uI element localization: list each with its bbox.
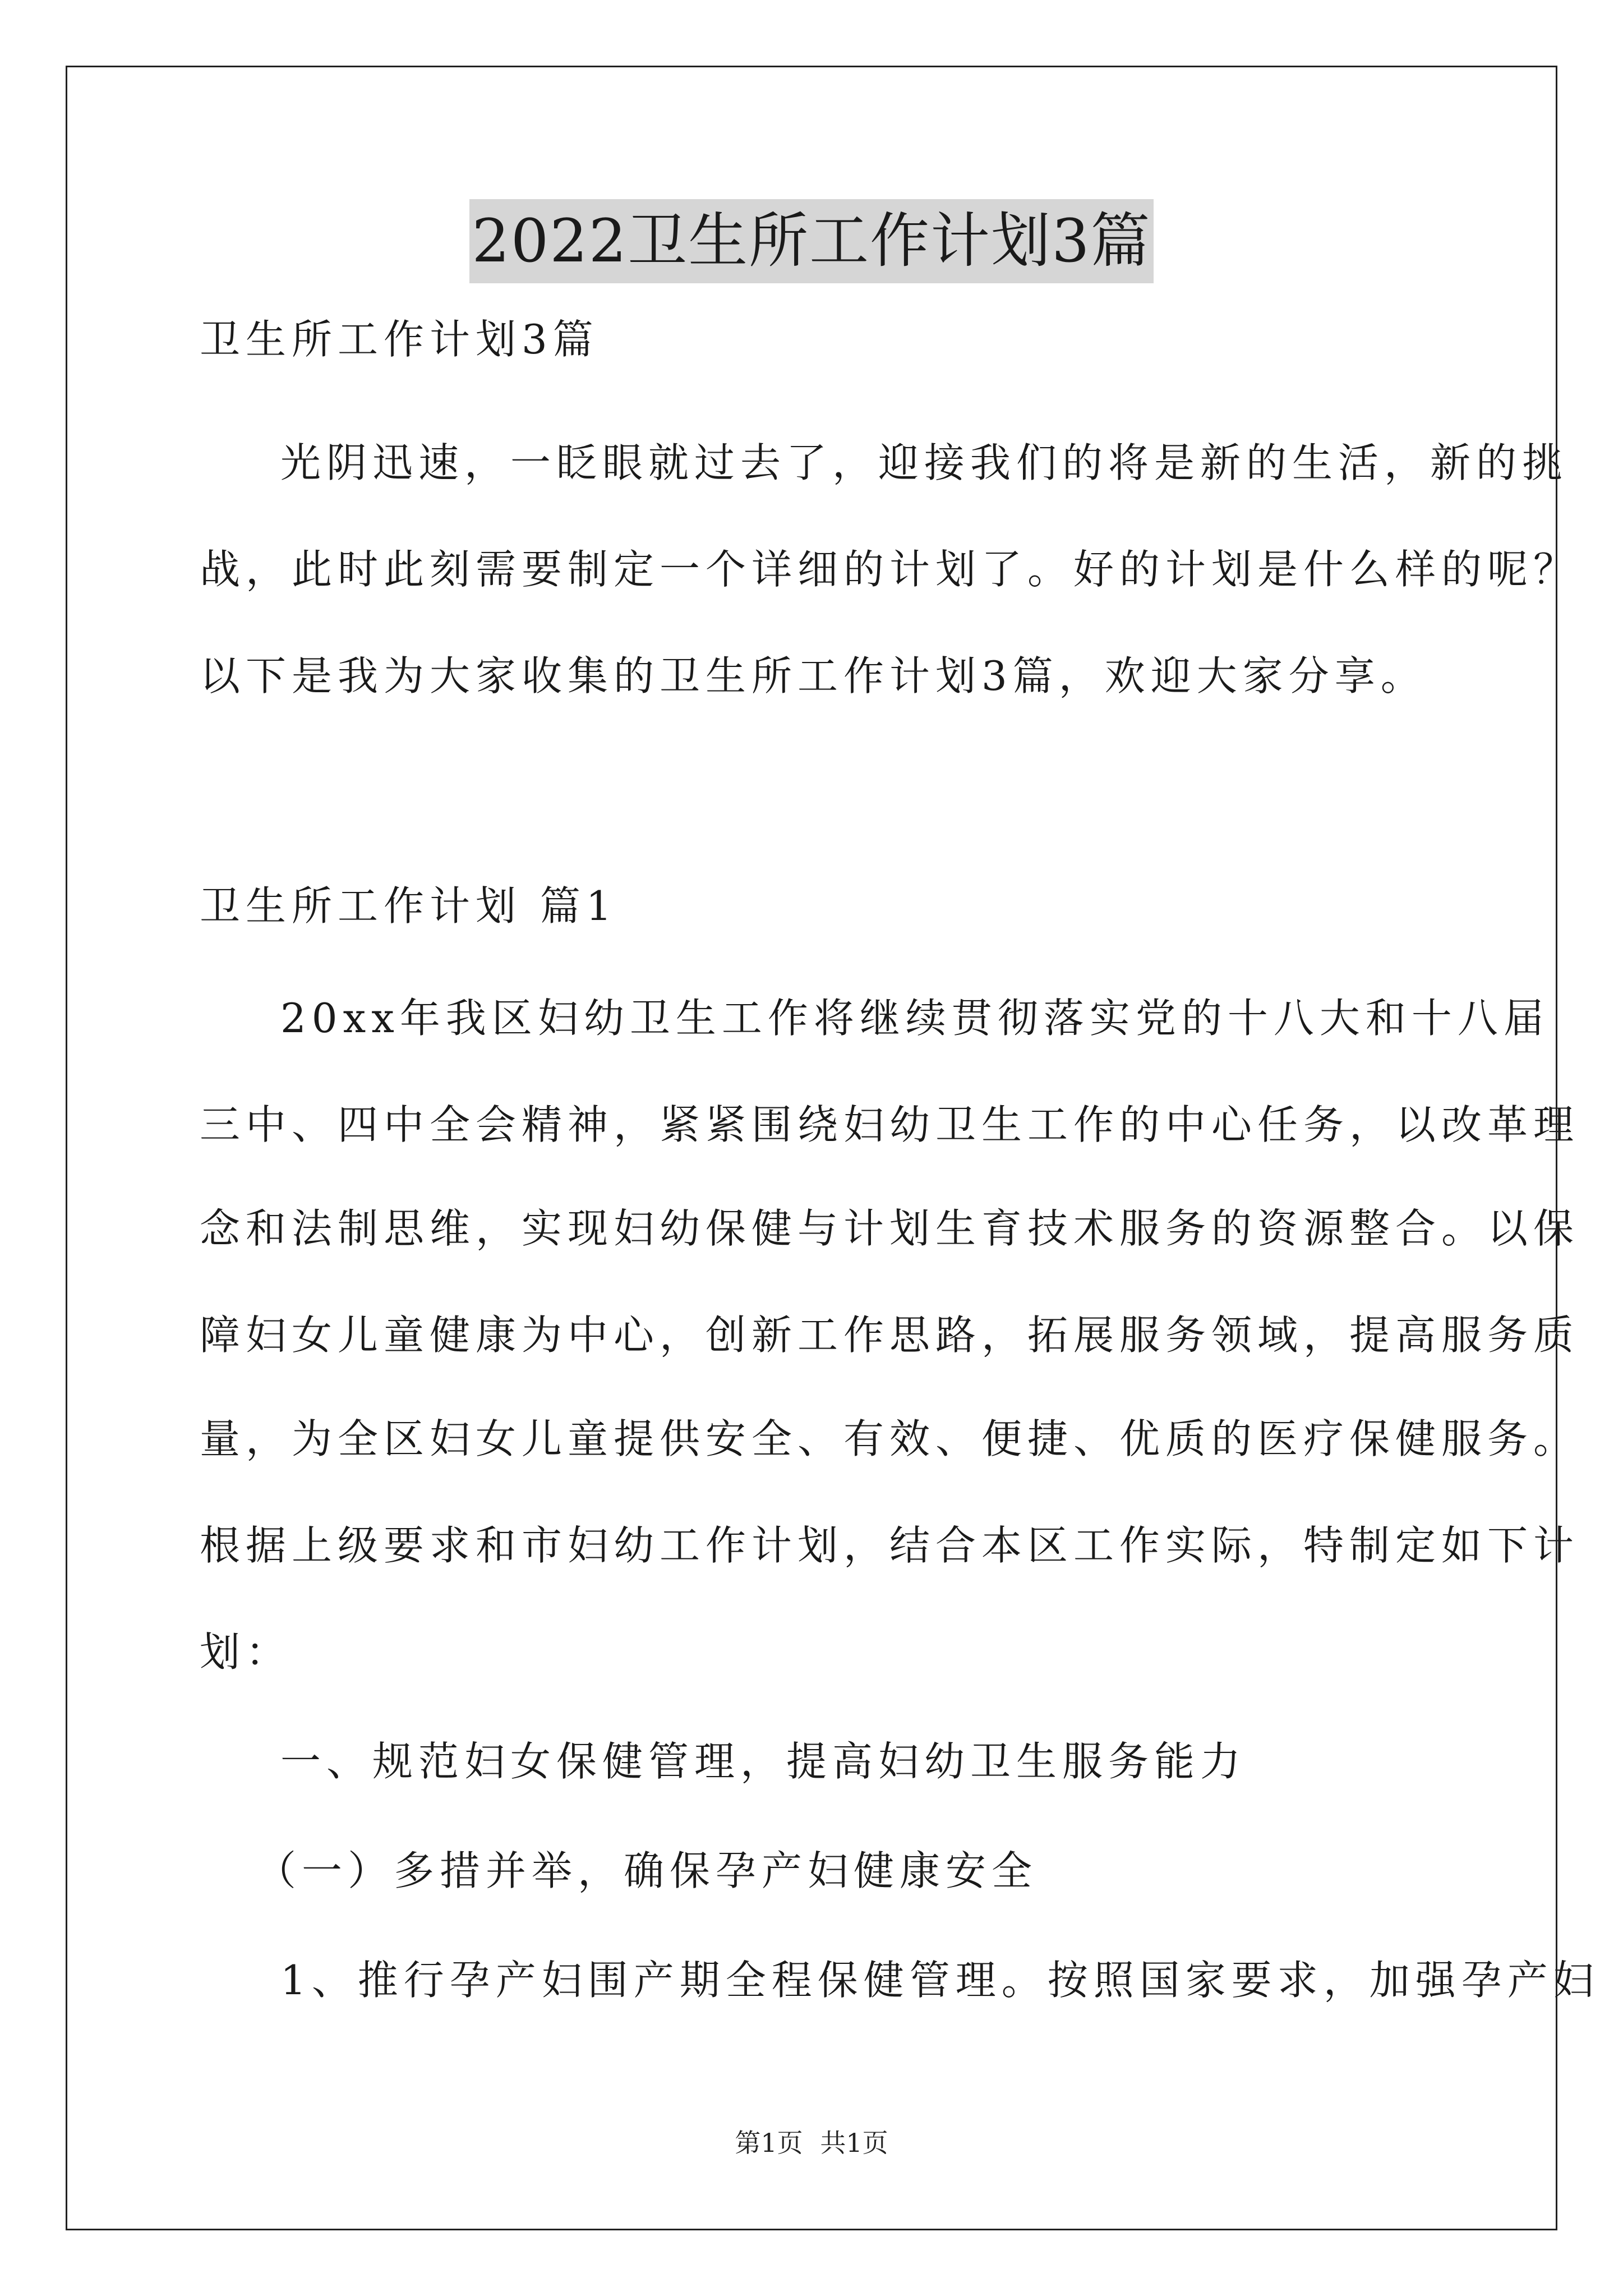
section-heading: 卫生所工作计划 篇1 bbox=[200, 882, 617, 930]
body-line: 念和法制思维，实现妇幼保健与计划生育技术服务的资源整合。以保 bbox=[200, 1205, 1580, 1252]
page-number-current: 第1页 bbox=[735, 2128, 803, 2158]
intro-line: 以下是我为大家收集的卫生所工作计划3篇，欢迎大家分享。 bbox=[200, 652, 1427, 700]
subtitle: 卫生所工作计划3篇 bbox=[200, 316, 599, 363]
item-one: 1、推行孕产妇围产期全程保健管理。按照国家要求，加强孕产妇 bbox=[280, 1957, 1599, 2004]
body-line: 划： bbox=[200, 1628, 292, 1676]
body-line: 量，为全区妇女儿童提供安全、有效、便捷、优质的医疗保健服务。 bbox=[200, 1415, 1580, 1462]
body-line: 根据上级要求和市妇幼工作计划，结合本区工作实际，特制定如下计 bbox=[200, 1522, 1580, 1569]
document-title: 2022卫生所工作计划3篇 bbox=[469, 199, 1153, 283]
title-wrapper bbox=[0, 199, 1623, 283]
intro-line: 光阴迅速，一眨眼就过去了，迎接我们的将是新的生活，新的挑 bbox=[280, 439, 1569, 486]
body-line: 三中、四中全会精神，紧紧围绕妇幼卫生工作的中心任务，以改革理 bbox=[200, 1101, 1580, 1148]
page-footer bbox=[0, 2126, 1623, 2160]
body-line: 20xx年我区妇幼卫生工作将继续贯彻落实党的十八大和十八届 bbox=[280, 995, 1550, 1042]
sub-point: （一）多措并举，确保孕产妇健康安全 bbox=[256, 1847, 1038, 1894]
point-one: 一、规范妇女保健管理，提高妇幼卫生服务能力 bbox=[280, 1738, 1247, 1785]
page-number-total: 共1页 bbox=[820, 2128, 888, 2158]
body-line: 障妇女儿童健康为中心，创新工作思路，拓展服务领域，提高服务质 bbox=[200, 1312, 1580, 1359]
intro-line: 战，此时此刻需要制定一个详细的计划了。好的计划是什么样的呢？ bbox=[200, 546, 1580, 593]
